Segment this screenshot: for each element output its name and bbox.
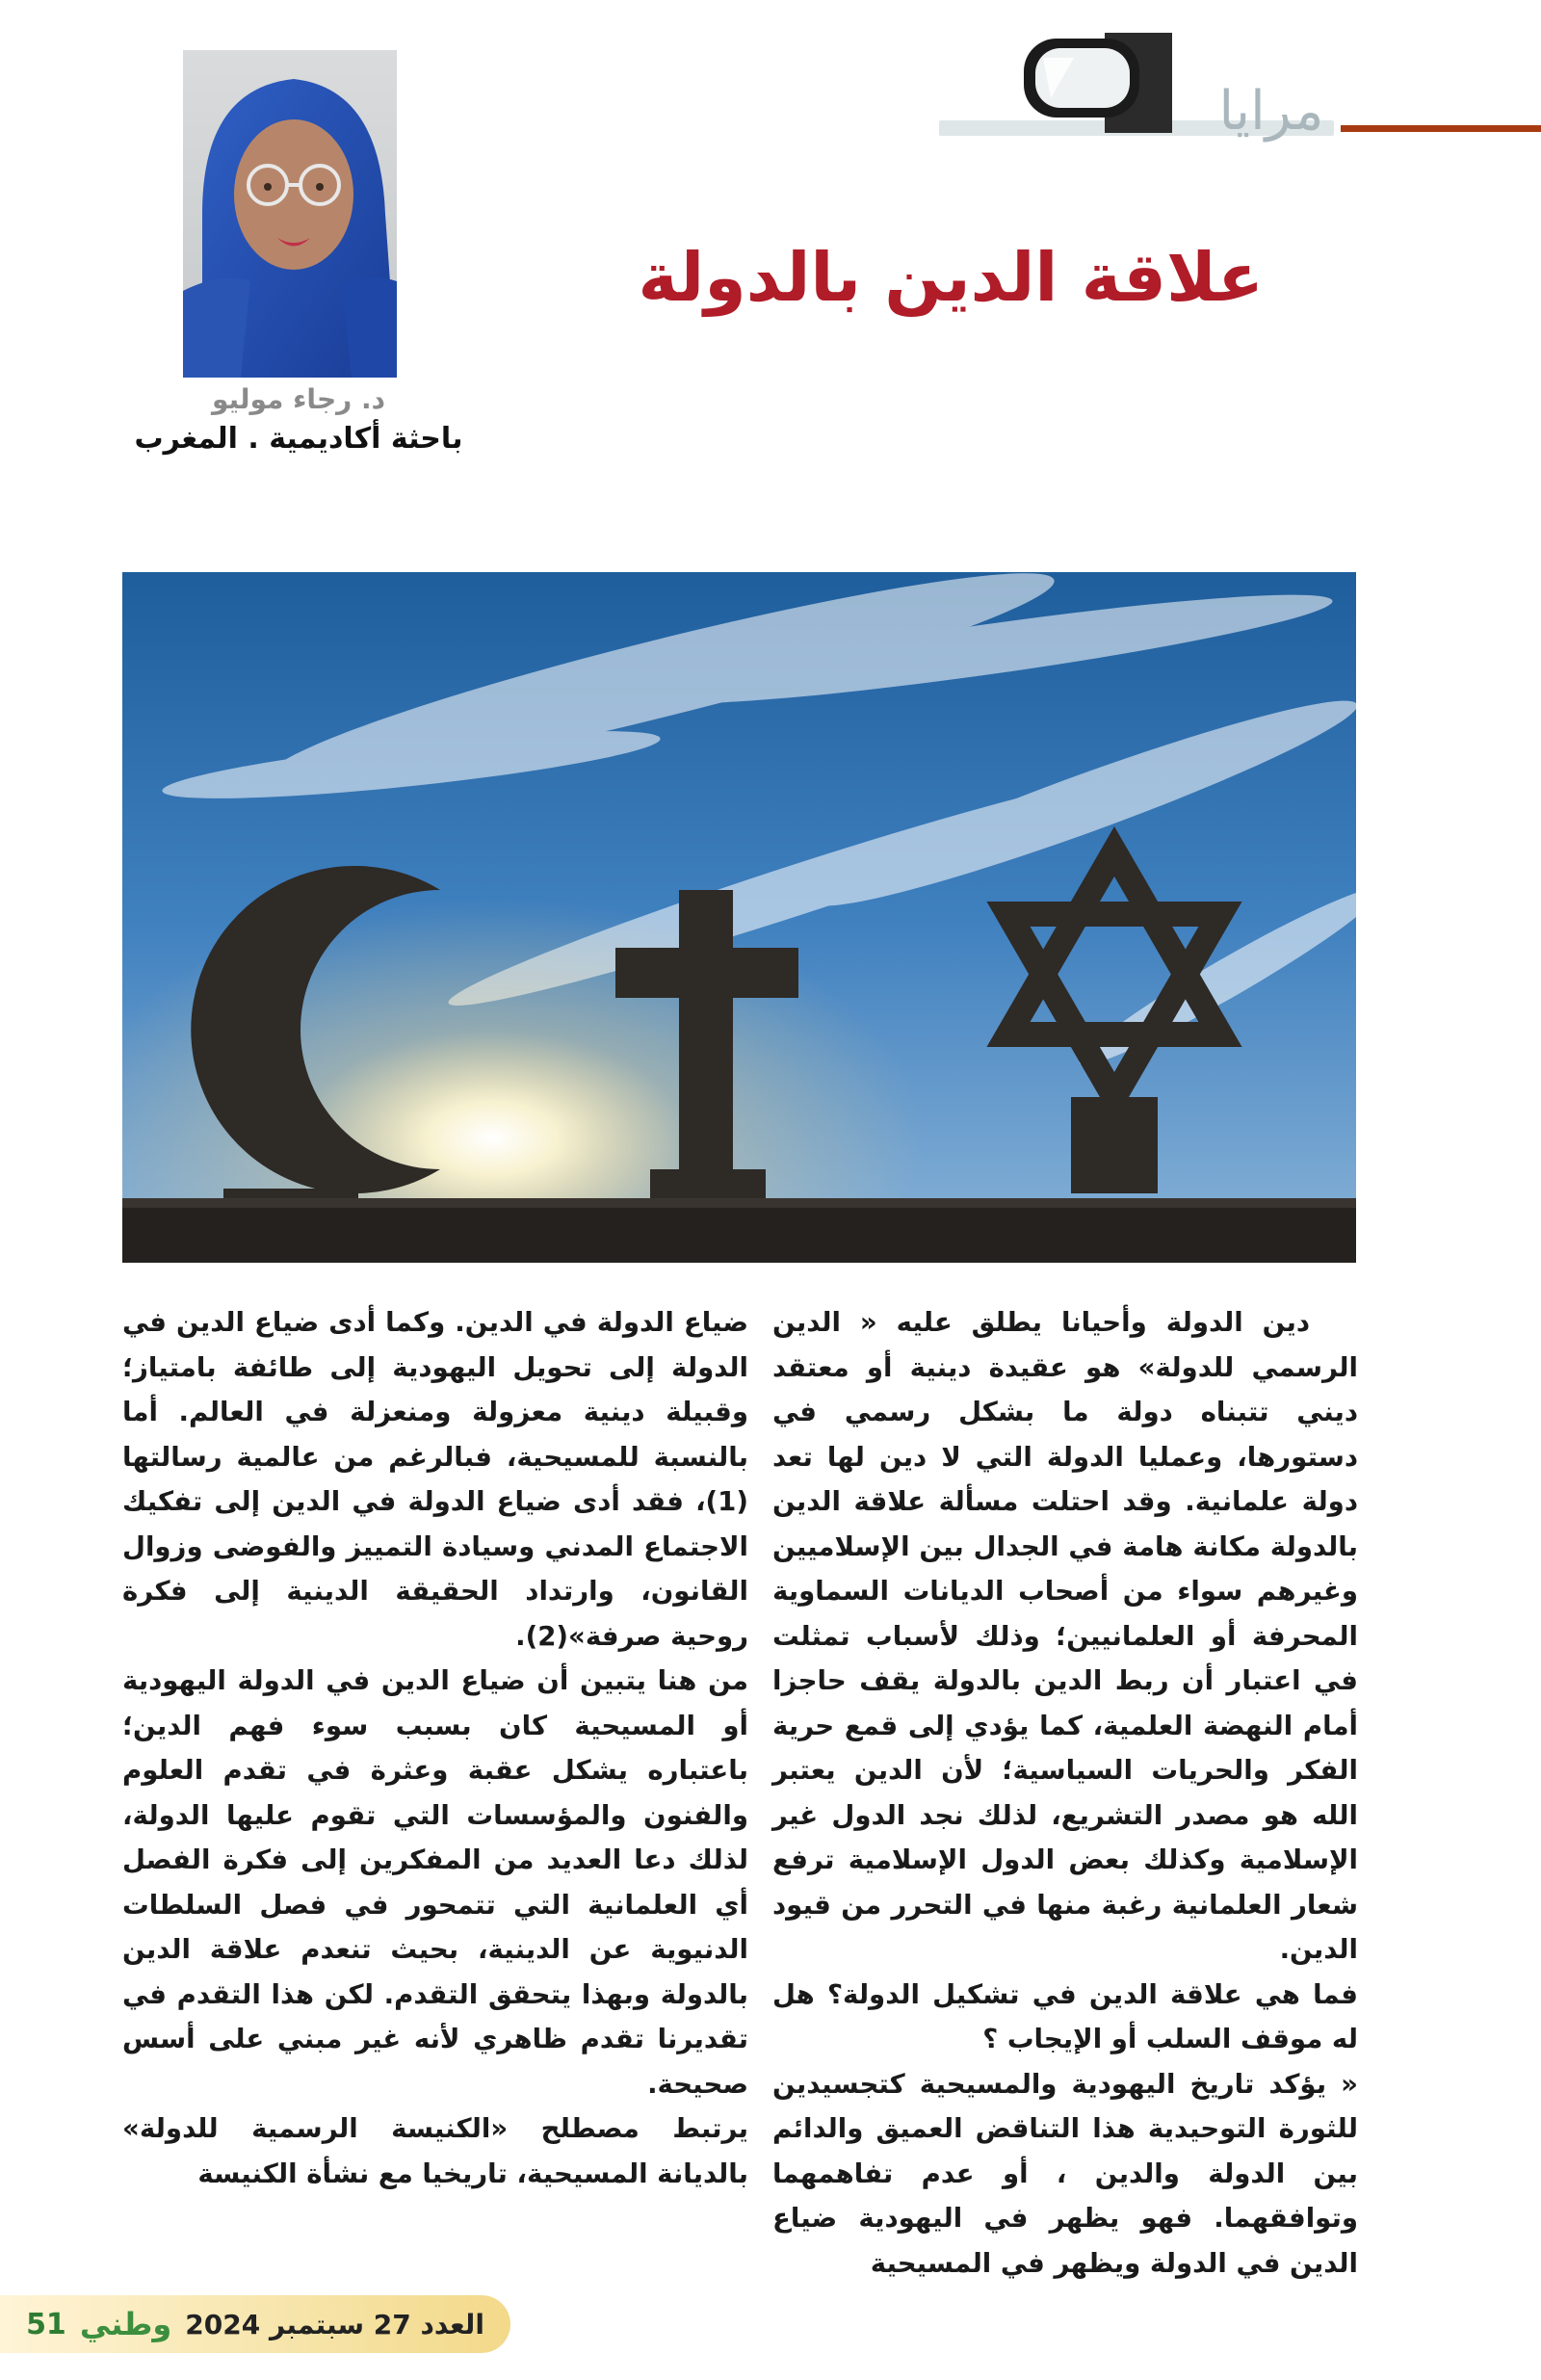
paragraph: من هنا يتبين أن ضياع الدين في الدولة اليهودية أو المسيحية كان بسبب سوء فهم الدين؛ باعتباره يشكل عقبة وعثرة في تقدم العلوم والفنون والمؤسسات التي تقوم عليها الدولة، لذلك دعا العديد من المفكرين إلى فكرة الفصل أي العلمانية التي تتمحور في فصل السلطات الدنيوية عن الدينية، بحيث تنعدم علاقة الدين بالدولة وبهذا يتحقق التقدم. لكن هذا التقدم في تقديرنا تقدم ظاهري لأنه غير مبني على أسس صحيحة. (122, 1664, 748, 2100)
section-label: مرايا (1218, 80, 1324, 143)
paragraph: ضياع الدولة في الدين. وكما أدى ضياع الدين في الدولة إلى تحويل اليهودية إلى طائفة بامتياز؛ وقبيلة دينية معزولة ومنعزلة في العالم. أما بالنسبة للمسيحية، فبالرغم من عالمية رسالتها (1)، فقد أدى ضياع الدولة في الدين إلى تفكيك الاجتماع المدني وسيادة التمييز والفوضى وزوال القانون، وارتداد الحقيقة الدينية إلى فكرة روحية صرفة»(2). (122, 1306, 748, 1652)
body-column-left (122, 1300, 748, 2196)
article-title: علاقة الدين بالدولة (638, 238, 1264, 317)
paragraph-question: فما هي علاقة الدين في تشكيل الدولة؟ هل له موقف السلب أو الإيجاب ؟ (772, 1977, 1358, 2054)
paragraph-quote: « يؤكد تاريخ اليهودية والمسيحية كتجسيدين للثورة التوحيدية هذا التناقض العميق والدائم بين الدولة والدين ، أو عدم تفاهمهما وتوافقهما. فهو يظهر في اليهودية ضياع الدين في الدولة ويظهر في المسيحية (772, 2067, 1358, 2279)
issue-info: العدد 27 سبتمبر 2024 (185, 2308, 484, 2341)
author-photo (183, 50, 397, 378)
magazine-brand: وطني (79, 2306, 172, 2342)
page-number: 51 (26, 2307, 66, 2341)
section-rule (1341, 125, 1541, 132)
car-mirror-icon (1016, 29, 1180, 135)
body-column-right (772, 1300, 1358, 2286)
hero-image (122, 572, 1356, 1263)
paragraph: يرتبط مصطلح «الكنيسة الرسمية للدولة» بالديانة المسيحية، تاريخيا مع نشأة الكنيسة (122, 2112, 748, 2189)
author-name: د. رجاء موليو (211, 383, 386, 415)
author-role: باحثة أكاديمية . المغرب (134, 422, 463, 456)
page-footer (0, 2295, 510, 2353)
paragraph: دين الدولة وأحيانا يطلق عليه « الدين الرسمي للدولة» هو عقيدة دينية أو معتقد ديني تتبناه دولة ما بشكل رسمي في دستورها، وعمليا الدولة التي لا دين لها تعد دولة علمانية. وقد احتلت مسألة علاقة الدين بالدولة مكانة هامة في الجدال بين الإسلاميين وغيرهم سواء من أصحاب الديانات السماوية المحرفة أو العلمانيين؛ وذلك لأسباب تمثلت في اعتبار أن ربط الدين بالدولة يقف حاجزا أمام النهضة العلمية، كما يؤدي إلى قمع حرية الفكر والحريات السياسية؛ لأن الدين يعتبر الله هو مصدر التشريع، لذلك نجد الدول غير الإسلامية وكذلك بعض الدول الإسلامية ترفع شعار العلمانية رغبة منها في التحرر من قيود الدين. (772, 1306, 1358, 1965)
